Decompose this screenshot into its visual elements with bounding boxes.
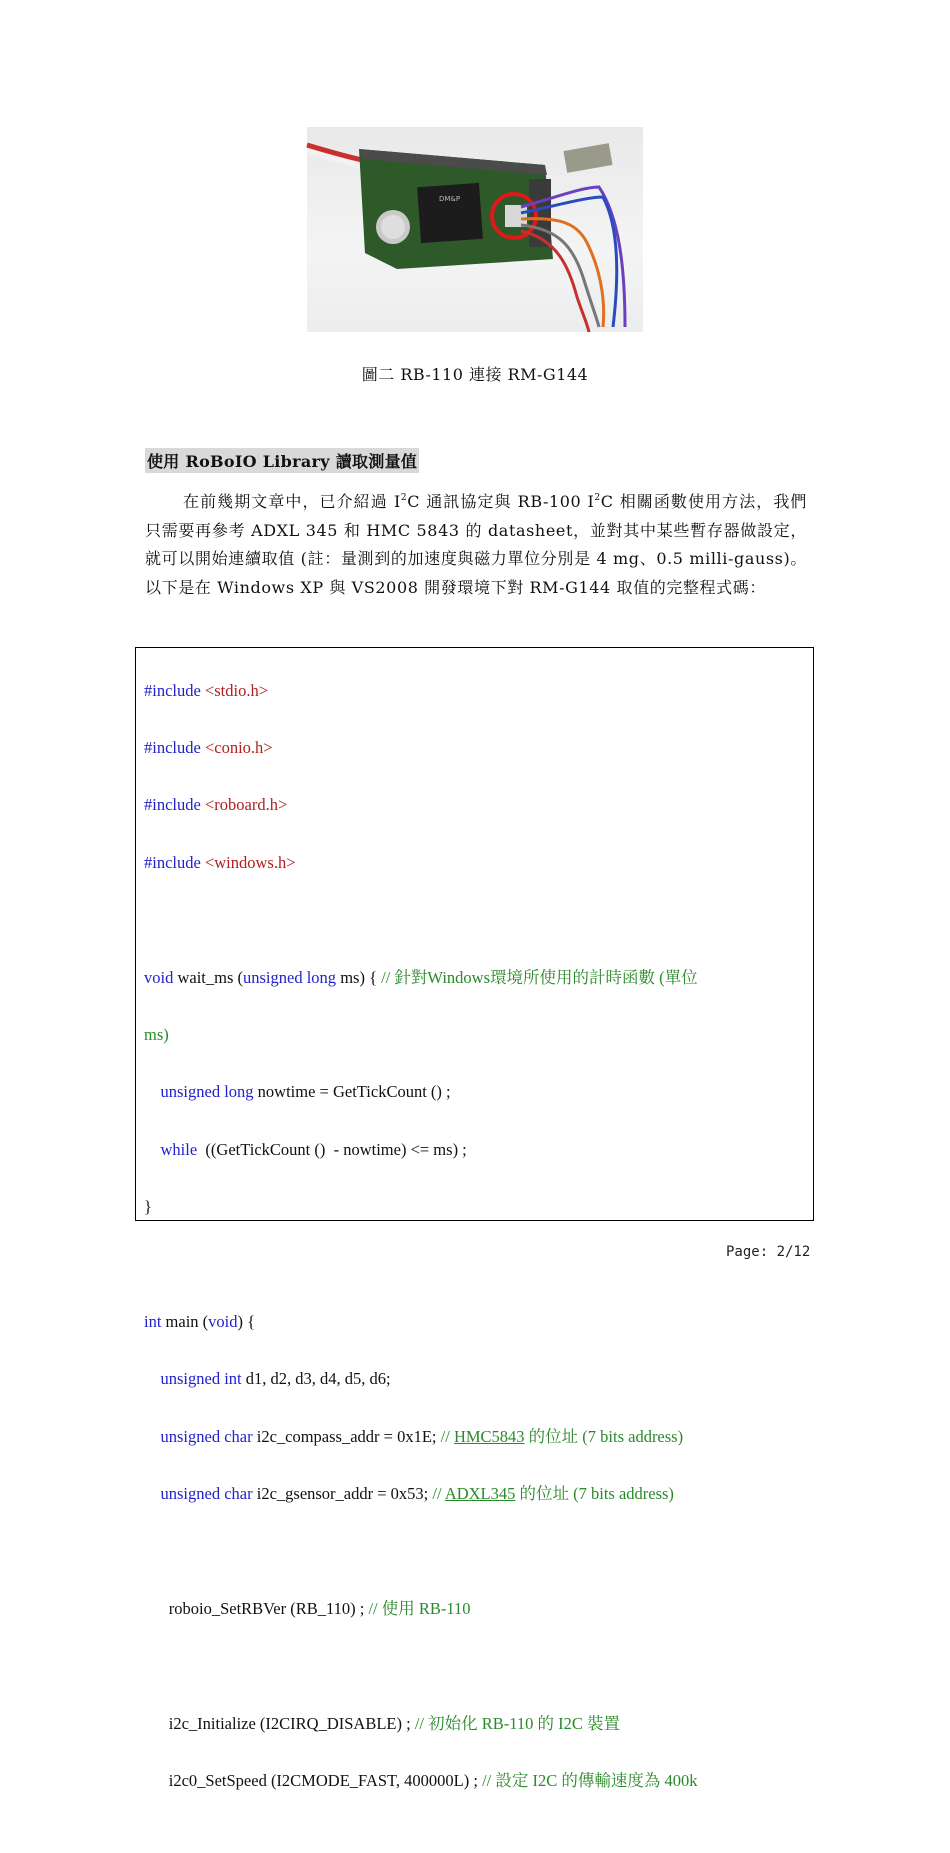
para-sup-2: 2: [594, 493, 601, 503]
code-line: ms): [144, 1025, 169, 1045]
para-text-3: C 相關函數使用方法，我們只需要再參考 ADXL 345 和 HMC 5843 的 datasheet，並對其中某些暫存器做設定，就可以開始連續取值 (註：量測到的加速度與磁力單位分別是 4 mg、0.5 milli-gauss)。以下是在 Windows XP 與 VS2008 開發環境下對 RM-G144 取值的完整程式碼：: [145, 492, 807, 597]
code-line: unsigned int d1, d2, d3, d4, d5, d6;: [160, 1369, 391, 1389]
code-line: #include <roboard.h>: [144, 795, 288, 815]
section-heading: 使用 RoBoIO Library 讀取測量值: [145, 448, 419, 473]
hmc5843-link[interactable]: HMC5843: [453, 1426, 525, 1446]
svg-text:DM&P: DM&P: [439, 195, 461, 203]
code-line: #include <stdio.h>: [144, 680, 269, 700]
para-text-1: 在前幾期文章中，已介紹過 I: [183, 492, 401, 511]
code-line: unsigned char i2c_gsensor_addr = 0x53; // ADXL345 的位址 (7 bits address): [160, 1484, 674, 1504]
code-blank: [144, 906, 812, 935]
code-blank: [144, 1251, 812, 1280]
code-line: roboio_SetRBVer (RB_110) ; // 使用 RB-110: [168, 1598, 471, 1618]
intro-paragraph: [145, 488, 807, 602]
code-line: #include <windows.h>: [144, 852, 296, 872]
figure-caption: 圖二 RB-110 連接 RM-G144: [361, 365, 589, 384]
code-line: unsigned long nowtime = GetTickCount () ;: [160, 1082, 451, 1102]
para-text-2: C 通訊協定與 RB-100 I: [407, 492, 595, 511]
adxl345-link[interactable]: ADXL345: [444, 1484, 516, 1504]
board-photo: [307, 127, 643, 332]
code-line: int main (void) {: [144, 1312, 256, 1331]
code-line: i2c_Initialize (I2CIRQ_DISABLE) ; // 初始化 RB-110 的 I2C 裝置: [168, 1713, 621, 1733]
code-line: i2c0_SetSpeed (I2CMODE_FAST, 400000L) ; // 設定 I2C 的傳輸速度為 400k: [168, 1771, 698, 1791]
code-line: unsigned char i2c_compass_addr = 0x1E; // HMC5843 的位址 (7 bits address): [160, 1426, 684, 1446]
code-line: }: [144, 1197, 152, 1217]
code-blank: [144, 1652, 812, 1681]
code-block: [144, 648, 812, 1853]
page-number: Page: 2/12: [726, 1244, 811, 1260]
code-line: while ((GetTickCount () - nowtime) <= ms) ;: [160, 1139, 467, 1159]
code-line: void wait_ms (unsigned long ms) { // 針對Windows環境所使用的計時函數 (單位: [144, 967, 698, 987]
board-photo-drawing: [307, 127, 643, 332]
code-line: #include <conio.h>: [144, 738, 273, 758]
code-blank: [144, 1538, 812, 1567]
para-sup-1: 2: [400, 493, 408, 503]
